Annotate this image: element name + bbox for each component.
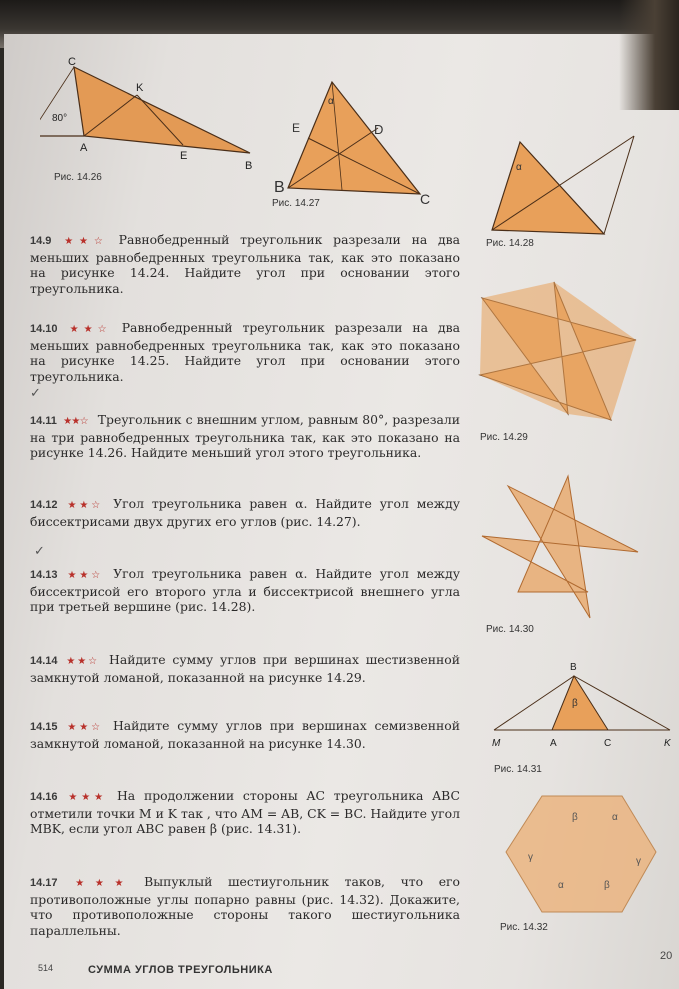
- label-beta: β: [572, 698, 578, 709]
- figure-14-26: [40, 55, 260, 175]
- label-d: D: [374, 122, 384, 137]
- problem-14-11: [30, 412, 460, 461]
- caption-14-30: Рис. 14.30: [486, 624, 534, 635]
- figure-14-32: [496, 790, 666, 920]
- figure-14-29: [476, 280, 646, 430]
- caption-14-29: Рис. 14.29: [480, 432, 528, 443]
- label-b: B: [570, 662, 577, 673]
- label-alpha-2: α: [558, 880, 564, 891]
- page-number-right: 20: [660, 950, 673, 962]
- label-b: B: [274, 179, 285, 196]
- difficulty-stars: ★★☆: [63, 722, 103, 733]
- check-mark-icon: ✓: [30, 386, 41, 401]
- label-a: A: [550, 738, 557, 749]
- label-gamma-1: γ: [528, 852, 533, 863]
- caption-14-26: Рис. 14.26: [54, 172, 102, 183]
- problem-text: На продолжении стороны AC треугольника ABC отметили точки M и K так , что AM = AB, CK = BC. Найдите угол MBK, если угол ABC равен β (рис. 14.31).: [30, 788, 460, 837]
- difficulty-stars: ★★☆: [62, 416, 88, 427]
- page-number-left: 514: [38, 963, 54, 973]
- problem-text: Найдите сумму углов при вершинах шестизвенной замкнутой ломаной, показанной на рисунке 14.29.: [30, 652, 460, 685]
- label-e: E: [292, 121, 301, 135]
- problem-number: 14.16: [30, 791, 58, 803]
- problem-number: 14.17: [30, 877, 58, 889]
- label-e: E: [180, 150, 188, 162]
- problem-text: Угол треугольника равен α. Найдите угол между биссектрисами двух других его углов (рис. 14.27).: [30, 496, 461, 529]
- problem-14-10: [30, 320, 460, 384]
- figure-14-30: [478, 472, 648, 622]
- label-a: A: [80, 142, 88, 154]
- label-k: K: [136, 82, 144, 94]
- problem-number: 14.10: [30, 323, 58, 335]
- problem-text: Треугольник с внешним углом, равным 80°, разрезали на три равнобедренных треугольника так, как это показано на рисунке 14.26. Найдите меньший угол этого треугольника.: [30, 412, 460, 461]
- label-alpha: α: [328, 96, 334, 107]
- problem-14-9: [30, 232, 460, 296]
- label-alpha: α: [516, 162, 522, 173]
- difficulty-stars: ★★☆: [63, 656, 100, 667]
- problem-14-12: [30, 496, 460, 529]
- figure-14-28: [484, 130, 644, 240]
- problem-text: Равнобедренный треугольник разрезали на два меньших равнобедренных треугольника так, как это показано на рисунке 14.25. Найдите угол при основании этого треугольника.: [30, 320, 460, 384]
- label-alpha-1: α: [612, 812, 618, 823]
- problem-number: 14.13: [30, 569, 58, 581]
- label-80: 80°: [52, 113, 68, 124]
- problem-text: Равнобедренный треугольник разрезали на два меньших равнобедренных треугольника так, как это показано на рисунке 14.24. Найдите угол при основании этого треугольника.: [30, 232, 460, 296]
- label-beta-1: β: [572, 812, 578, 823]
- caption-14-28: Рис. 14.28: [486, 238, 534, 249]
- problem-text: Выпуклый шестиугольник таков, что его противоположные углы попарно равны (рис. 14.32). Докажите, что противоположные стороны такого шестиугольника параллельны.: [30, 874, 460, 938]
- caption-14-31: Рис. 14.31: [494, 764, 542, 775]
- figure-14-31: [490, 658, 676, 758]
- chapter-title: СУММА УГЛОВ ТРЕУГОЛЬНИКА: [88, 964, 273, 976]
- caption-14-27: Рис. 14.27: [272, 198, 320, 209]
- difficulty-stars: ★★★: [63, 792, 107, 803]
- problem-number: 14.12: [30, 499, 58, 511]
- label-c: C: [420, 191, 431, 207]
- label-c: C: [68, 56, 76, 68]
- caption-14-32: Рис. 14.32: [500, 922, 548, 933]
- problem-14-14: [30, 652, 460, 685]
- difficulty-stars: ★★☆: [57, 236, 109, 247]
- book-spine-shadow: [619, 0, 679, 110]
- label-m: M: [492, 738, 501, 749]
- problem-number: 14.11: [30, 415, 57, 427]
- problem-14-16: [30, 788, 460, 837]
- label-beta-2: β: [604, 880, 610, 891]
- label-b: B: [245, 160, 253, 172]
- problem-14-17: [30, 874, 460, 938]
- problem-number: 14.15: [30, 721, 58, 733]
- label-gamma-2: γ: [636, 856, 641, 867]
- figure-14-27: [270, 78, 440, 208]
- difficulty-stars: ★★☆: [63, 324, 112, 335]
- check-mark-icon: ✓: [34, 544, 45, 559]
- label-c: C: [604, 738, 612, 749]
- problem-number: 14.9: [30, 235, 52, 247]
- problem-14-15: [30, 718, 460, 751]
- problem-14-13: [30, 566, 460, 615]
- difficulty-stars: ★★☆: [63, 570, 104, 581]
- problem-number: 14.14: [30, 655, 58, 667]
- problem-text: Угол треугольника равен α. Найдите угол между биссектрисой его второго угла и биссектрисой внешнего угла при третьей вершине (рис. 14.28).: [30, 566, 461, 615]
- label-k: K: [664, 738, 671, 749]
- difficulty-stars: ★★☆: [63, 500, 104, 511]
- problem-text: Найдите сумму углов при вершинах семизвенной замкнутой ломаной, показанной на рисунке 14.30.: [30, 718, 460, 751]
- difficulty-stars: ★★★: [63, 878, 135, 889]
